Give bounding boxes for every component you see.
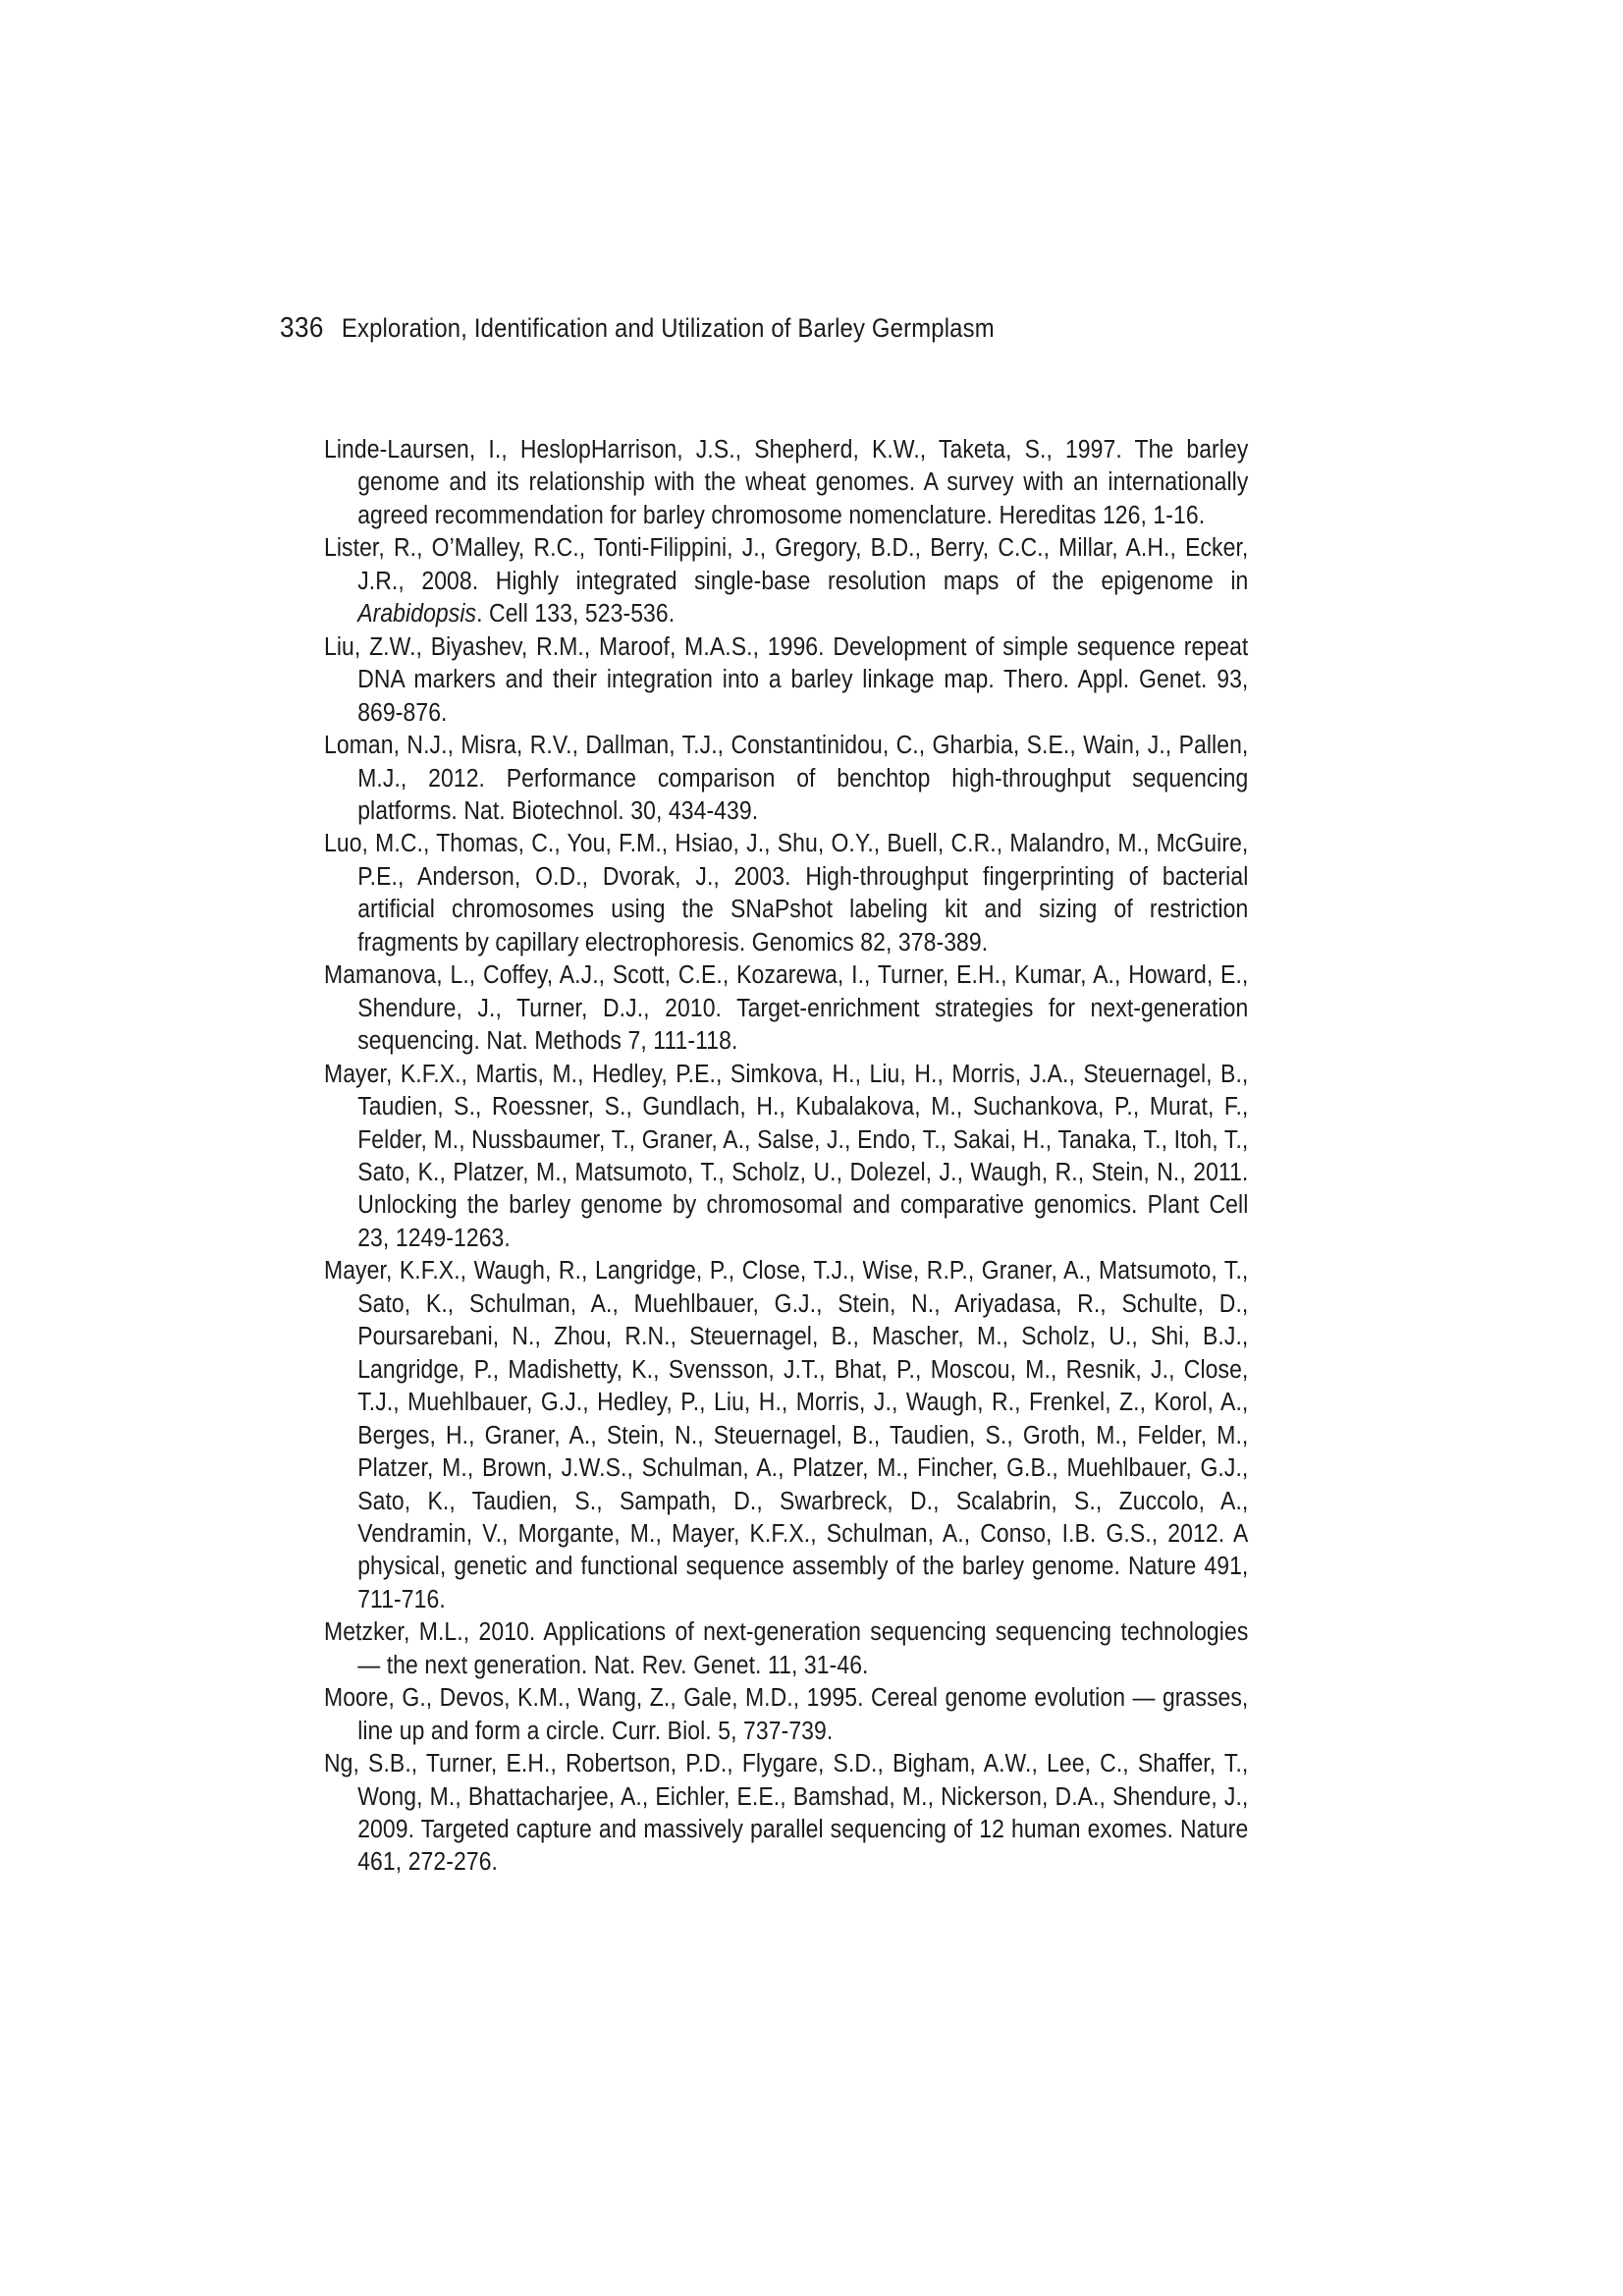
species-name-italic: Arabidopsis <box>357 600 477 629</box>
reference-entry <box>324 434 1248 532</box>
reference-text: Mamanova, L., Coffey, A.J., Scott, C.E., Kozarewa, I., Turner, E.H., Kumar, A., Howard, E., Shendure, J., Turner, D.J., 2010. Target-enrichment strategies for next-generation sequencing. Nat. Methods 7, 111-118. <box>324 961 1249 1056</box>
reference-text: Lister, R., O’Malley, R.C., Tonti-Filippini, J., Gregory, B.D., Berry, C.C., Millar, A.H., Ecker, J.R., 2008. Highly integrated single-base resolution maps of the epigenome in <box>324 534 1249 595</box>
reference-text: Liu, Z.W., Biyashev, R.M., Maroof, M.A.S., 1996. Development of simple sequence repeat DNA markers and their integration into a barley linkage map. Thero. Appl. Genet. 93, 869-876. <box>324 632 1249 727</box>
page-number: 336 <box>280 312 324 344</box>
reference-text: . Cell 133, 523-536. <box>476 600 676 629</box>
reference-text: Mayer, K.F.X., Waugh, R., Langridge, P., Close, T.J., Wise, R.P., Graner, A., Matsumoto, T., Sato, K., Schulman, A., Muehlbauer, G.J., Stein, N., Ariyadasa, R., Schulte, D., Poursarebani, N., Zhou, R.N., Steuernagel, B., Mascher, M., Scholz, U., Shi, B.J., Langridge, P., Madishetty, K., Svensson, J.T., Bhat, P., Moscou, M., Resnik, J., Close, T.J., Muehlbauer, G.J., Hedley, P., Liu, H., Morris, J., Waugh, R., Frenkel, Z., Korol, A., Berges, H., Graner, A., Stein, N., Steuernagel, B., Taudien, S., Groth, M., Felder, M., Platzer, M., Brown, J.W.S., Schulman, A., Platzer, M., Fincher, G.B., Muehlbauer, G.J., Sato, K., Taudien, S., Sampath, D., Swarbreck, D., Scalabrin, S., Zuccolo, A., Vendramin, V., Morgante, M., Mayer, K.F.X., Schulman, A., Conso, I.B. G.S., 2012. A physical, genetic and functional sequence assembly of the barley genome. Nature 491, 711-716. <box>324 1257 1249 1613</box>
running-header <box>280 312 995 345</box>
reference-entry <box>324 1255 1248 1616</box>
reference-text: Moore, G., Devos, K.M., Wang, Z., Gale, M.D., 1995. Cereal genome evolution — grasses, line up and form a circle. Curr. Biol. 5, 737-739. <box>324 1684 1249 1745</box>
reference-entry <box>324 730 1248 828</box>
reference-text: Mayer, K.F.X., Martis, M., Hedley, P.E., Simkova, H., Liu, H., Morris, J.A., Steuernagel, B., Taudien, S., Roessner, S., Gundlach, H., Kubalakova, M., Suchankova, P., Murat, F., Felder, M., Nussbaumer, T., Graner, A., Salse, J., Endo, T., Sakai, H., Tanaka, T., Itoh, T., Sato, K., Platzer, M., Matsumoto, T., Scholz, U., Dolezel, J., Waugh, R., Stein, N., 2011. Unlocking the barley genome by chromosomal and comparative genomics. Plant Cell 23, 1249-1263. <box>324 1060 1249 1252</box>
reference-entry <box>324 1616 1248 1682</box>
reference-text: Luo, M.C., Thomas, C., You, F.M., Hsiao, J., Shu, O.Y., Buell, C.R., Malandro, M., McGuire, P.E., Anderson, O.D., Dvorak, J., 2003. High-throughput fingerprinting of bacterial artificial chromosomes using the SNaPshot labeling kit and sizing of restriction fragments by capillary electrophoresis. Genomics 82, 378-389. <box>324 830 1249 957</box>
running-title: Exploration, Identification and Utilization of Barley Germplasm <box>341 313 995 343</box>
reference-text: Metzker, M.L., 2010. Applications of next-generation sequencing sequencing technologies — the next generation. Nat. Rev. Genet. 11, 31-46. <box>324 1618 1249 1679</box>
reference-entry <box>324 631 1248 730</box>
reference-entry <box>324 1682 1248 1748</box>
reference-text: Linde-Laursen, I., HeslopHarrison, J.S., Shepherd, K.W., Taketa, S., 1997. The barley genome and its relationship with the wheat genomes. A survey with an internationally agreed recommendation for barley chromosome nomenclature. Hereditas 126, 1-16. <box>324 436 1249 529</box>
reference-entry <box>324 1059 1248 1256</box>
reference-entry <box>324 828 1248 959</box>
reference-text: Ng, S.B., Turner, E.H., Robertson, P.D., Flygare, S.D., Bigham, A.W., Lee, C., Shaffer, T., Wong, M., Bhattacharjee, A., Eichler, E.E., Bamshad, M., Nickerson, D.A., Shendure, J., 2009. Targeted capture and massively parallel sequencing of 12 human exomes. Nature 461, 272-276. <box>324 1750 1249 1877</box>
reference-list <box>324 434 1248 1880</box>
reference-entry <box>324 1748 1248 1880</box>
reference-entry <box>324 959 1248 1058</box>
reference-entry <box>324 532 1248 630</box>
reference-text: Loman, N.J., Misra, R.V., Dallman, T.J., Constantinidou, C., Gharbia, S.E., Wain, J., Pallen, M.J., 2012. Performance comparison of benchtop high-throughput sequencing platforms. Nat. Biotechnol. 30, 434-439. <box>324 732 1249 825</box>
